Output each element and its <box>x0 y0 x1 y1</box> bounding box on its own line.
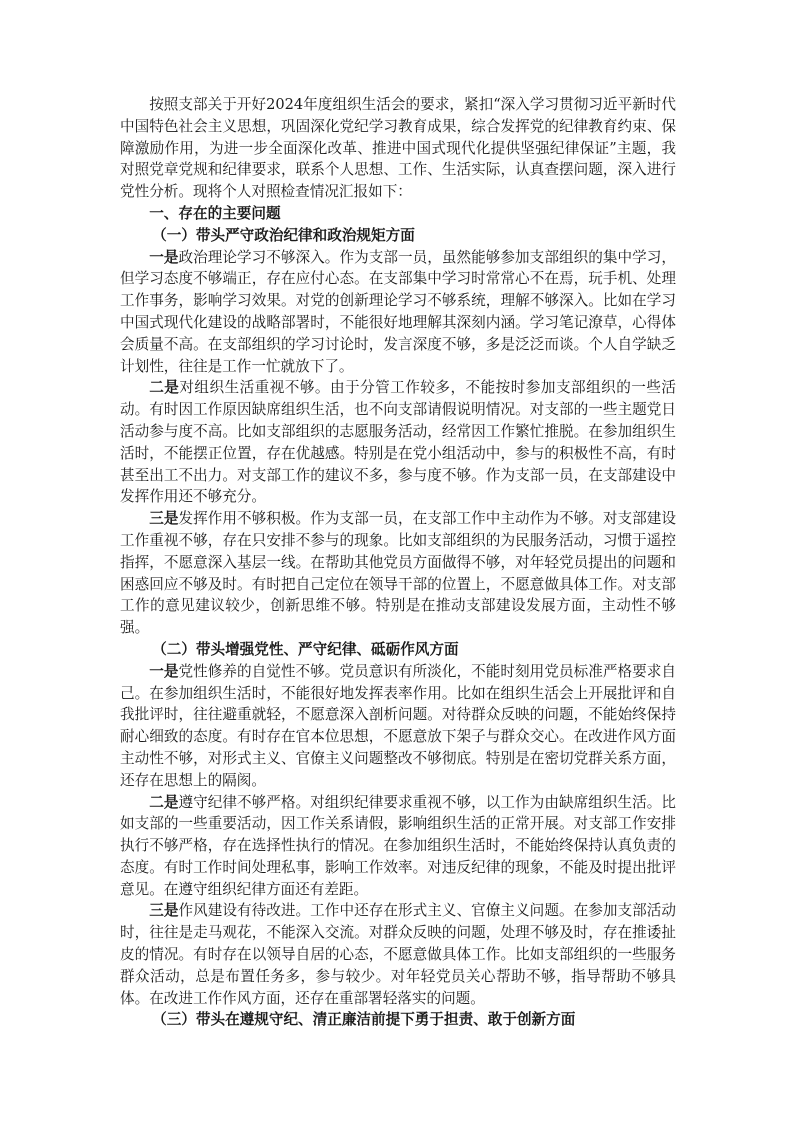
item-text: 遵守纪律不够严格。对组织纪律要求重视不够，以工作为由缺席组织生活。比如支部的一些重要活动，因工作关系请假，影响组织生活的正常开展。对支部工作安排执行不够严格，存在选择性执行的情况。在参加组织生活时，不能始终保持认真负责的态度。有时工作时间处理私事，影响工作效率。对违反纪律的现象，不能及时提出批评意见。在遵守组织纪律方面还有差距。 <box>120 793 676 898</box>
item-text: 政治理论学习不够深入。作为支部一员，虽然能够参加支部组织的集中学习，但学习态度不够端正，存在应付心态。在支部集中学习时常常心不在焉，玩手机、处理工作事务，影响学习效果。对党的创新理论学习不够系统，理解不够深入。比如在学习中国式现代化建设的战略部署时，不能很好地理解其深刻内涵。学习笔记潦草，心得体会质量不高。在支部组织的学习讨论时，发言深度不够，多是泛泛而谈。个人自学缺乏计划性，往往是工作一忙就放下了。 <box>120 248 676 375</box>
item-text: 对组织生活重视不够。由于分管工作较多，不能按时参加支部组织的一些活动。有时因工作原因缺席组织生活，也不向支部请假说明情况。对支部的一些主题党日活动参与度不高。比如支部组织的志愿服务活动，经常因工作繁忙推脱。在参加组织生活时，不能摆正位置，存在优越感。特别是在党小组活动中，参与的积极性不高，有时甚至出工不出力。对支部工作的建议不多，参与度不够。作为支部一员，在支部建设中发挥作用还不够充分。 <box>120 379 676 506</box>
paragraph-item <box>120 377 676 508</box>
item-text: 作风建设有待改进。工作中还存在形式主义、官僚主义问题。在参加支部活动时，往往是走马观花，不能深入交流。对群众反映的问题，处理不够及时，存在推诿扯皮的情况。有时存在以领导自居的心态，不愿意做具体工作。比如支部组织的一些服务群众活动，总是布置任务多，参与较少。对年轻党员关心帮助不够，指导帮助不够具体。在改进工作作风方面，还存在重部署轻落实的问题。 <box>120 902 676 1007</box>
item-lead: 三是 <box>149 902 179 920</box>
item-text: 党性修养的自觉性不够。党员意识有所淡化，不能时刻用党员标准严格要求自己。在参加组织生活时，不能很好地发挥表率作用。比如在组织生活会上开展批评和自我批评时，往往避重就轻，不愿意深入剖析问题。对待群众反映的问题，不能始终保持耐心细致的态度。有时存在官本位思想，不愿意放下架子与群众交心。在改进作风方面主动性不够，对形式主义、官僚主义问题整改不够彻底。特别是在密切党群关系方面，还存在思想上的隔阂。 <box>120 662 676 789</box>
item-lead: 二是 <box>149 379 180 397</box>
document-page <box>120 94 676 1031</box>
item-lead: 三是 <box>149 510 179 528</box>
intro-paragraph: 按照支部关于开好2024年度组织生活会的要求，紧扣“深入学习贯彻习近平新时代中国特色社会主义思想，巩固深化党纪学习教育成果，综合发挥党的纪律教育约束、保障激励作用，为进一步全面深化改革、推进中国式现代化提供坚强纪律保证”主题，我对照党章党规和纪律要求，联系个人思想、工作、生活实际，认真查摆问题，深入进行党性分析。现将个人对照检查情况汇报如下： <box>120 96 676 201</box>
section-heading-problems: 一、存在的主要问题 <box>149 204 281 222</box>
subheading-political-discipline: （一）带头严守政治纪律和政治规矩方面 <box>152 226 415 244</box>
item-lead: 二是 <box>149 793 179 811</box>
paragraph-item <box>120 792 676 901</box>
paragraph-item <box>120 661 676 792</box>
item-lead: 一是 <box>149 662 179 680</box>
subheading-party-spirit: （二）带头增强党性、严守纪律、砥砺作风方面 <box>152 640 459 658</box>
paragraph-item <box>120 900 676 1009</box>
subheading-responsibility: （三）带头在遵规守纪、清正廉洁前提下勇于担责、敢于创新方面 <box>152 1011 576 1029</box>
item-lead: 一是 <box>149 248 179 266</box>
paragraph-item <box>120 247 676 378</box>
item-text: 发挥作用不够积极。作为支部一员，在支部工作中主动作为不够。对支部建设工作重视不够，存在只安排不参与的现象。比如支部组织的为民服务活动，习惯于遥控指挥，不愿意深入基层一线。在帮助其他党员方面做得不够，对年轻党员提出的问题和困惑回应不够及时。有时把自己定位在领导干部的位置上，不愿意做具体工作。对支部工作的意见建议较少，创新思维不够。特别是在推动支部建设发展方面，主动性不够强。 <box>120 510 676 637</box>
paragraph-item <box>120 508 676 639</box>
